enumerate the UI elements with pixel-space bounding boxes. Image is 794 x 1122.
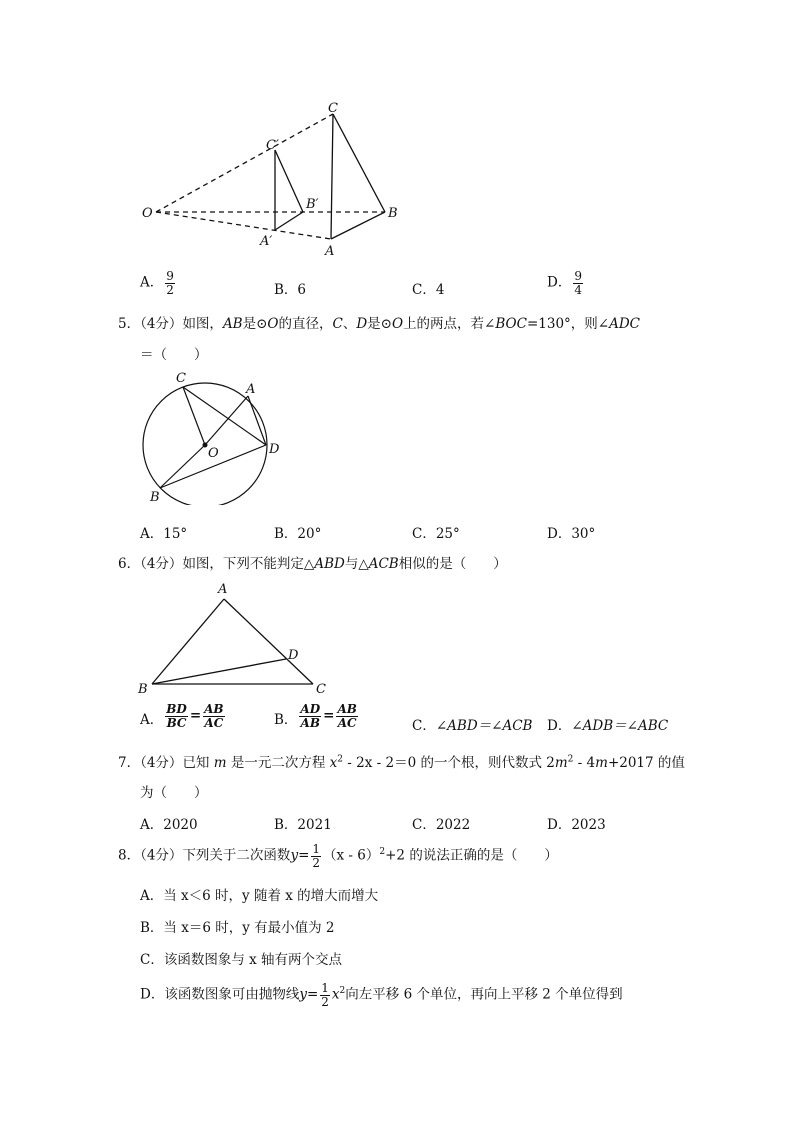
question-number: 8． [118,847,141,864]
q5-stem-line1 [118,312,640,332]
q6-option-b [274,703,360,729]
text: 下列关于二次函数 [182,847,291,864]
points: （4分） [140,556,183,572]
label-a: A [246,382,256,397]
seg-ad [248,396,266,445]
option-value: 6 [297,282,307,298]
seg-oa [205,396,248,445]
text: - 2x - 2＝0 的一个根，则代数式 2 [343,755,555,771]
numerator: 9 [166,269,174,283]
q7-stem-line2: 为（ ） [140,785,208,801]
denominator: AC [337,715,357,730]
var: x [331,986,340,1003]
exponent: 2 [339,986,346,997]
text: 与△ [344,556,369,572]
q5-option-c: C．25° [412,526,460,542]
q7-option-c: C．2022 [412,817,471,833]
denominator: BC [166,715,187,730]
center-dot [203,443,208,448]
var: y [299,986,307,1003]
equals: = [189,707,202,724]
numerator: 1 [321,981,329,995]
text: 是⊙ [242,316,268,332]
ray-oa [156,212,331,239]
text: =130°，则∠ [526,316,610,332]
numerator: 1 [312,842,321,856]
label-d: D [269,442,280,457]
fraction [311,843,321,869]
label-o: O [208,446,219,461]
denominator: AC [204,715,224,730]
question-number: 5． [118,316,141,332]
edge-ca [331,114,333,239]
q8-option-a: A．当 x＜6 时，y 随着 x 的增大而增大 [140,888,379,904]
q8-option-c: C．该函数图象与 x 轴有两个交点 [140,952,343,968]
label-b: B [138,682,148,697]
edge-ac [224,599,313,684]
equals: = [323,707,335,724]
option-label: C． [412,282,436,298]
edge-cb [333,114,385,212]
edge-bd [152,659,286,684]
option-label: A． [140,711,164,728]
text: 、 [342,316,357,332]
figure-q6-triangle [130,575,340,700]
option-label: B． [274,282,298,298]
label-a: A [325,244,335,259]
points: （4分） [140,847,183,864]
text: 是⊙ [367,316,392,332]
fraction [573,270,583,296]
q5-option-a: A．15° [140,526,188,542]
fraction [203,703,224,729]
numerator: AB [337,702,357,716]
q8-option-b: B．当 x＝6 时，y 有最小值为 2 [140,920,335,936]
var: m [595,755,608,771]
q7-option-d: D．2023 [547,817,606,833]
fraction [165,703,188,729]
q6-option-c [412,714,532,734]
edge-a1b1 [275,212,303,230]
var: D [356,316,368,332]
equals: = [306,986,319,1003]
seg-ob [160,445,205,488]
denominator: 4 [574,282,582,297]
figure-q5-circle [130,365,290,505]
fraction [336,703,357,729]
label-d: D [288,648,299,663]
numerator: BD [166,702,187,716]
question-number: 7． [118,755,141,771]
equals: = [298,847,310,864]
text: 如图，下列不能判定△ [182,556,315,572]
var: O [391,316,404,332]
denominator: AB [300,715,320,730]
label-b-prime: B′ [306,197,319,212]
var: m [554,755,568,771]
q7-option-b: B．2021 [274,817,332,833]
q6-option-a [140,703,227,729]
text: - 4 [573,755,596,771]
denominator: 2 [312,855,321,870]
option-label: D． [547,718,572,734]
var: ACB [368,556,399,572]
seg-co [183,387,205,445]
q4-option-d [547,270,585,296]
label-a-prime: A′ [260,234,273,249]
edge-ab [331,212,385,239]
option-label: B． [274,711,298,728]
numerator: AD [300,702,321,716]
option-label: D． [547,274,572,291]
var: BOC [495,316,527,332]
var: O [267,316,279,332]
label-c-prime: C′ [266,138,279,153]
q8-stem [118,843,558,869]
exponent: 2 [567,754,574,765]
edge-c1b1 [275,150,303,212]
figure-q4-homothety [130,100,410,260]
text: 如图， [182,316,223,332]
denominator: 2 [321,994,329,1009]
q5-option-b: B．20° [274,526,322,542]
var: AB [222,316,243,332]
denominator: 2 [166,282,174,297]
label-b: B [150,490,160,505]
points: （4分） [140,755,183,771]
label-c: C [316,682,326,697]
option-value: 4 [435,282,445,298]
label-b: B [388,206,398,221]
q6-option-d [547,714,668,734]
text: 向左平移 6 个单位，再向上平移 2 个单位得到 [345,986,623,1003]
var: m [213,755,227,771]
var: C [332,316,343,332]
q8-option-d [140,982,623,1008]
q7-option-a: A．2020 [140,817,198,833]
option-expression: ∠ADB＝∠ABC [571,718,669,734]
var: ADC [609,316,640,332]
text: （x - 6） [323,847,380,864]
label-o: O [142,206,153,221]
text: 是一元二次方程 [230,755,326,771]
option-label: C． [412,718,436,734]
var: x [329,755,338,771]
q4-option-c [412,278,444,298]
points: （4分） [140,316,183,332]
option-label: A． [140,274,164,291]
fraction [299,703,321,729]
text: D．该函数图象可由抛物线 [140,986,300,1003]
q5-stem-line2: ＝（ ） [140,347,208,363]
text: +2 的说法正确的是（ ） [385,847,558,864]
edge-ab [152,599,224,684]
numerator: AB [204,702,224,716]
fraction [320,982,330,1008]
var: y [290,847,299,864]
text: 相似的是（ ） [398,556,507,572]
q4-option-b [274,278,306,298]
numerator: 9 [574,269,582,283]
exponent: 2 [379,847,386,858]
text: 的直径， [278,316,333,332]
text: 上的两点，若∠ [403,316,496,332]
question-number: 6． [118,556,141,572]
text: +2017 的值 [607,755,685,771]
q5-option-d: D．30° [547,526,596,542]
q4-option-a [140,270,177,296]
text: 已知 [182,755,210,771]
var: ABD [314,556,345,572]
option-expression: ∠ABD＝∠ACB [435,718,533,734]
label-a: A [218,582,228,597]
label-c: C [176,371,186,386]
q7-stem-line1 [118,751,685,771]
label-c: C [328,101,338,116]
exponent: 2 [337,754,343,765]
q6-stem [118,552,507,572]
fraction [165,270,175,296]
